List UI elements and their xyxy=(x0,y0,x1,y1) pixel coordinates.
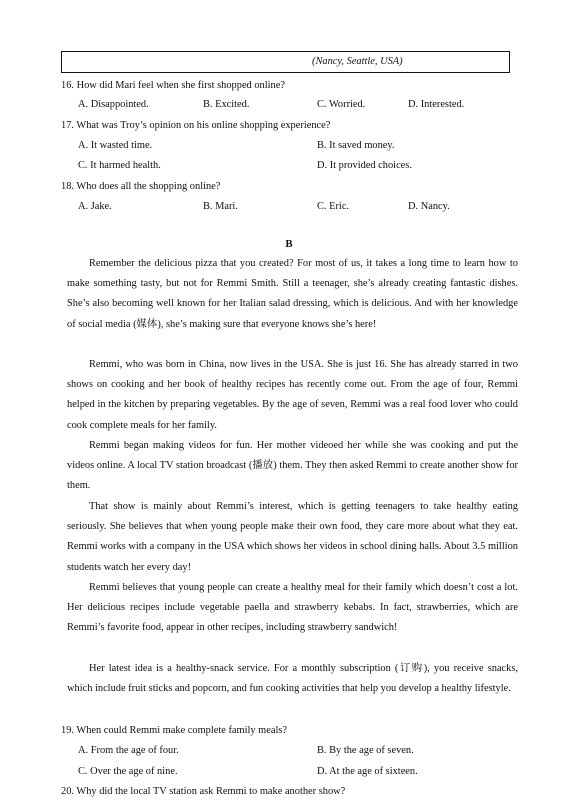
question-18-option-d[interactable]: D. Nancy. xyxy=(408,201,450,212)
question-18-option-a[interactable]: A. Jake. xyxy=(78,201,112,212)
question-16-stem: 16. How did Mari feel when she first shopped online? xyxy=(61,80,285,91)
question-16-option-a[interactable]: A. Disappointed. xyxy=(78,99,149,110)
passage-paragraph-2: Remmi, who was born in China, now lives in the USA. She is just 16. She has already starred in two shows on cooking and her book of healthy recipes has recently come out. From the age of four, Remmi helped in the kitchen by preparing vegetables. By the age of seven, Remmi was a real food lover who could cook complete meals for her family. xyxy=(67,359,518,431)
passage-paragraph-5: Remmi believes that young people can create a healthy meal for their family which doesn’t cost a lot. Her delicious recipes include vegetable paella and strawberry kebabs. In fact, strawberries, which are Remmi’s favorite food, appear in other recipes, including strawberry sandwich! xyxy=(67,582,518,634)
previous-passage-box xyxy=(61,51,510,73)
passage-paragraph-3: Remmi began making videos for fun. Her mother videoed her while she was cooking and put the videos online. A local TV station broadcast (播放) them. They then asked Remmi to create another show for them. xyxy=(67,440,518,492)
question-17-option-c[interactable]: C. It harmed health. xyxy=(78,160,161,171)
question-16-option-d[interactable]: D. Interested. xyxy=(408,99,465,110)
question-19-option-a[interactable]: A. From the age of four. xyxy=(78,745,179,756)
question-16-option-b[interactable]: B. Excited. xyxy=(203,99,250,110)
question-18-stem: 18. Who does all the shopping online? xyxy=(61,181,221,192)
question-17-option-a[interactable]: A. It wasted time. xyxy=(78,140,153,151)
question-17-stem: 17. What was Troy’s opinion on his online shopping experience? xyxy=(61,120,331,131)
question-16-option-c[interactable]: C. Worried. xyxy=(317,99,366,110)
section-heading: B xyxy=(285,238,293,250)
question-18-option-b[interactable]: B. Mari. xyxy=(203,201,238,212)
passage-signature: (Nancy, Seattle, USA) xyxy=(312,56,403,67)
question-18-option-c[interactable]: C. Eric. xyxy=(317,201,350,212)
passage-paragraph-1: Remember the delicious pizza that you created? For most of us, it takes a long time to learn how to make something tasty, but not for Remmi Smith. Still a teenager, she’s already creating fantastic dishes. She’s also becoming well known for her Italian salad dressing, which is delicious. And with her knowledge of social media (媒体), she’s making sure that everyone knows she’s here! xyxy=(67,258,518,330)
question-17-option-b[interactable]: B. It saved money. xyxy=(317,140,395,151)
question-19-option-b[interactable]: B. By the age of seven. xyxy=(317,745,414,756)
passage-paragraph-4: That show is mainly about Remmi’s interest, which is getting teenagers to take healthy eating seriously. She believes that when young people make their own food, they care more about what they eat. Remmi works with a company in the USA which shows her videos in school dining halls. About 3.5 million students watch her every day! xyxy=(67,501,518,573)
question-20-stem: 20. Why did the local TV station ask Remmi to make another show? xyxy=(61,786,346,797)
question-19-stem: 19. When could Remmi make complete family meals? xyxy=(61,725,288,736)
question-19-option-d[interactable]: D. At the age of sixteen. xyxy=(317,766,418,777)
question-19-option-c[interactable]: C. Over the age of nine. xyxy=(78,766,178,777)
question-17-option-d[interactable]: D. It provided choices. xyxy=(317,160,412,171)
passage-paragraph-6: Her latest idea is a healthy-snack service. For a monthly subscription (订购), you receive snacks, which include fruit sticks and popcorn, and fun cooking activities that help you develop a healthy lifestyle. xyxy=(67,663,518,695)
